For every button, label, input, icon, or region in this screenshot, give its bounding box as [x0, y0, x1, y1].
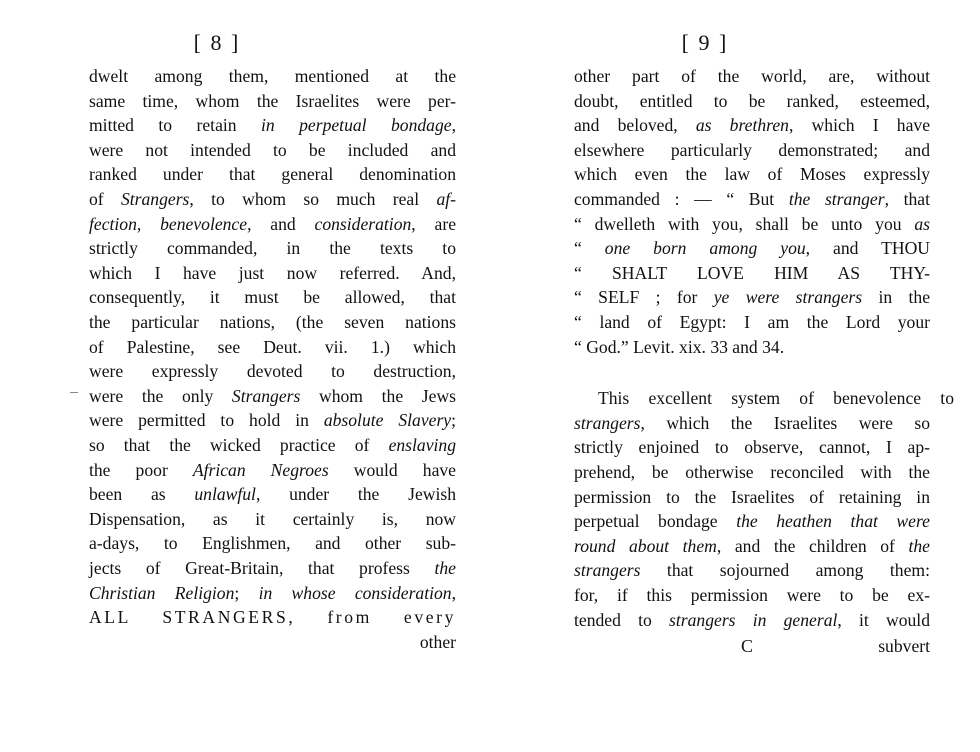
- text-run: were the only: [89, 385, 232, 406]
- text-run: whom the Jews: [300, 385, 456, 406]
- text-run: in perpetual bondage: [261, 115, 452, 136]
- text-run: strangers in general: [669, 609, 838, 630]
- text-line: [89, 482, 456, 507]
- page-number: [ 8 ]: [193, 30, 241, 55]
- text-run: perpetual bondage: [574, 511, 737, 532]
- text-run: ye were strangers: [713, 287, 863, 308]
- text-line: [89, 531, 456, 556]
- text-run: ALL STRANGERS, from every: [89, 607, 456, 628]
- text-line: [89, 384, 456, 409]
- text-run: ;: [451, 410, 456, 431]
- text-line: [89, 335, 456, 360]
- text-line: [574, 386, 954, 411]
- text-line: [574, 64, 930, 89]
- text-line: [89, 507, 456, 532]
- text-run: ,: [136, 213, 161, 234]
- text-run: same time, whom the Israelites were per-: [89, 90, 456, 111]
- signature-mark: C: [741, 636, 754, 656]
- right-page: [490, 0, 980, 752]
- text-run: prehend, be otherwise reconciled with the: [574, 462, 930, 482]
- text-line: [574, 310, 930, 335]
- text-run: jects of Great-Britain, that profess: [89, 558, 435, 578]
- text-line: [574, 608, 930, 633]
- text-run: strangers: [574, 560, 641, 581]
- text-run: , and the children of: [716, 535, 909, 556]
- text-line: [89, 261, 456, 286]
- text-run: been as: [89, 484, 195, 505]
- text-run: absolute Slavery: [323, 410, 452, 431]
- text-run: , are: [411, 213, 457, 234]
- text-run: , which I have: [788, 115, 930, 136]
- text-line: [89, 162, 456, 187]
- text-run: in the: [862, 287, 931, 308]
- text-run: of Palestine, see Deut. vii. 1.) which: [89, 336, 456, 357]
- text-line: [89, 212, 456, 237]
- text-run: of: [89, 189, 121, 209]
- text-line: [574, 411, 930, 436]
- text-line: [89, 285, 456, 310]
- text-run: round about them: [574, 535, 717, 556]
- text-run: were permitted to hold in: [89, 410, 324, 431]
- text-line: [574, 212, 930, 237]
- text-line: [89, 458, 456, 483]
- text-run: as: [914, 213, 930, 234]
- text-run: were not intended to be included and: [89, 139, 456, 160]
- text-run: “ dwelleth with you, shall be unto you: [574, 213, 915, 234]
- text-line: [89, 556, 456, 581]
- text-run: a-days, to Englishmen, and other sub-: [89, 533, 456, 554]
- text-run: mitted to retain: [89, 115, 261, 136]
- text-run: doubt, entitled to be ranked, esteemed,: [574, 90, 930, 111]
- text-run: elsewhere particularly demonstrated; and: [574, 139, 930, 160]
- text-run: fection: [89, 213, 137, 234]
- text-line: [574, 460, 930, 485]
- text-line: [89, 630, 456, 655]
- text-run: “ SHALT LOVE HIM AS THY-: [574, 262, 930, 283]
- text-run: , and: [247, 213, 315, 234]
- text-line: [574, 187, 930, 212]
- text-run: one born among you: [604, 238, 806, 259]
- text-run: unlawful: [194, 484, 256, 505]
- text-line: [89, 89, 456, 114]
- text-run: enslaving: [388, 435, 456, 455]
- text-run: which I have just now referred. And,: [89, 262, 456, 283]
- text-run: strangers: [574, 412, 641, 433]
- text-line: [574, 285, 930, 310]
- text-line: [574, 335, 930, 360]
- text-run: ;: [234, 582, 259, 603]
- text-line: [89, 581, 456, 606]
- text-run: as brethren: [695, 115, 789, 136]
- text-line: [89, 187, 456, 212]
- text-line: [574, 261, 930, 286]
- text-line: [574, 485, 930, 510]
- text-line: [89, 605, 456, 630]
- text-run: so that the wicked practice of: [89, 435, 389, 455]
- text-line: [89, 64, 456, 89]
- text-line: [89, 359, 456, 384]
- text-run: Strangers: [120, 189, 190, 209]
- text-run: , to whom so much real: [189, 189, 437, 209]
- text-run: , under the Jewish: [255, 484, 456, 505]
- page-number: [ 9 ]: [681, 30, 729, 55]
- text-run: consideration: [314, 213, 412, 234]
- text-line: [574, 583, 930, 608]
- text-run: the particular nations, (the seven nations: [89, 312, 456, 332]
- text-run: This excellent system of benevolence to: [598, 388, 954, 409]
- text-run: af-: [436, 189, 456, 209]
- text-run: permission to the Israelites of retaining in: [574, 486, 930, 507]
- text-run: “ land of Egypt: I am the Lord your: [574, 312, 930, 332]
- text-run: , and THOU: [805, 238, 930, 259]
- text-run: the: [434, 558, 456, 578]
- text-run: the stranger: [788, 189, 885, 209]
- text-run: that sojourned among them:: [640, 560, 930, 581]
- text-run: ,: [451, 115, 456, 136]
- text-line: [574, 558, 930, 583]
- text-run: in whose consideration: [258, 582, 452, 603]
- text-run: which even the law of Moses expressly: [574, 164, 930, 185]
- text-run: strictly commanded, in the texts to: [89, 238, 456, 259]
- text-run: Strangers: [231, 385, 301, 406]
- text-run: the poor: [89, 459, 193, 480]
- text-line: [574, 435, 930, 460]
- text-line: [89, 408, 456, 433]
- text-run: Christian Religion: [89, 582, 235, 603]
- text-run: subvert: [878, 636, 930, 656]
- text-run: were expressly devoted to destruction,: [89, 361, 456, 382]
- text-run: for, if this permission were to be ex-: [574, 585, 930, 605]
- text-line: [574, 89, 930, 114]
- text-line: [574, 162, 930, 187]
- text-run: other: [419, 631, 456, 652]
- text-run: commanded : — “ But: [574, 189, 789, 209]
- text-run: “ God.” Levit. xix. 33 and 34.: [574, 336, 785, 357]
- text-run: would have: [328, 459, 456, 480]
- text-run: “ SELF ; for: [574, 287, 714, 308]
- text-run: , it would: [837, 609, 930, 630]
- text-run: the: [908, 535, 930, 556]
- text-line: [89, 113, 456, 138]
- text-line: [574, 113, 930, 138]
- text-run: strictly enjoined to observe, cannot, I ap-: [574, 437, 930, 458]
- text-line: [89, 433, 456, 458]
- text-run: tended to: [574, 609, 670, 630]
- text-line: [574, 534, 930, 559]
- text-run: ranked under that general denomination: [89, 164, 456, 185]
- text-run: “: [574, 238, 605, 259]
- text-line: [89, 310, 456, 335]
- text-line: [574, 509, 930, 534]
- text-line: [574, 138, 930, 163]
- text-run: ,: [451, 582, 456, 603]
- text-run: consequently, it must be allowed, that: [89, 287, 456, 308]
- text-run: the heathen that were: [736, 511, 930, 532]
- text-run: , that: [884, 189, 930, 209]
- text-run: African Negroes: [192, 459, 329, 480]
- text-run: dwelt among them, mentioned at the: [89, 66, 456, 86]
- text-line: [574, 236, 930, 261]
- text-run: Dispensation, as it certainly is, now: [89, 508, 456, 529]
- text-run: , which the Israelites were so: [640, 412, 930, 433]
- text-line: [89, 138, 456, 163]
- text-line: [89, 236, 456, 261]
- margin-mark: [70, 392, 78, 393]
- text-run: benevolence: [160, 213, 248, 234]
- text-run: and beloved,: [574, 115, 696, 136]
- text-run: other part of the world, are, without: [574, 66, 930, 86]
